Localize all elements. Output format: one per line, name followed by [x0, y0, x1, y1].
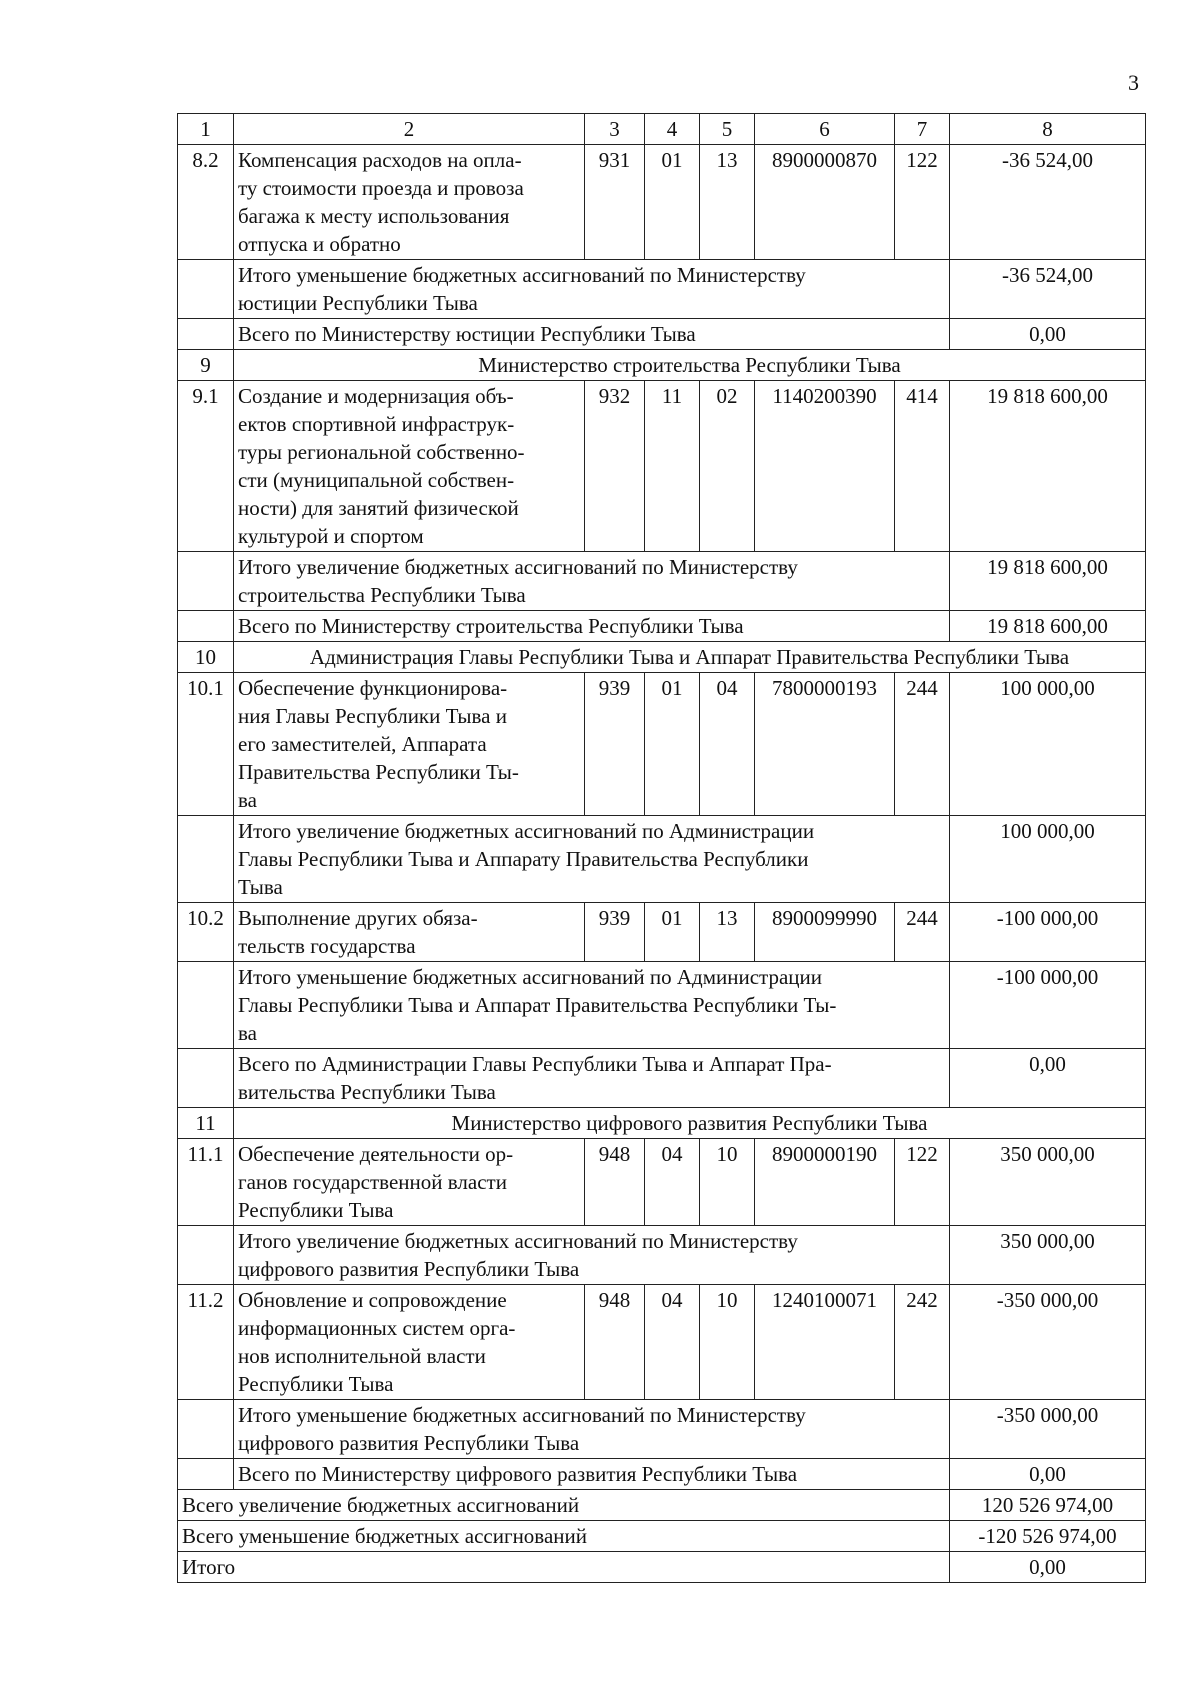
code-cell: 939: [585, 903, 645, 962]
code-cell: 01: [645, 903, 700, 962]
table-row-subtotal: [178, 816, 1146, 903]
code-cell: 244: [895, 673, 950, 816]
amount-cell: 0,00: [950, 1552, 1146, 1583]
page-number: 3: [1128, 70, 1139, 95]
amount-cell: 100 000,00: [950, 816, 1146, 903]
table-row-grand-total: [178, 1552, 1146, 1583]
table-row-subtotal: [178, 260, 1146, 319]
row-number: [178, 816, 234, 903]
table-row-subtotal: [178, 1049, 1146, 1108]
row-number: 8.2: [178, 145, 234, 260]
row-number: 11.2: [178, 1285, 234, 1400]
code-cell: 414: [895, 381, 950, 552]
row-number: [178, 1226, 234, 1285]
table-row-subtotal: [178, 962, 1146, 1049]
code-cell: 1140200390: [755, 381, 895, 552]
header-cell: 5: [700, 114, 755, 145]
item-name: Обеспечение деятельности ор- ганов государственной власти Республики Тыва: [234, 1139, 585, 1226]
header-cell: 3: [585, 114, 645, 145]
code-cell: 01: [645, 145, 700, 260]
row-number: 9: [178, 350, 234, 381]
amount-cell: 100 000,00: [950, 673, 1146, 816]
header-cell: 8: [950, 114, 1146, 145]
table-row-item: [178, 381, 1146, 552]
amount-cell: 350 000,00: [950, 1226, 1146, 1285]
code-cell: 948: [585, 1285, 645, 1400]
subtotal-label: Всего по Министерству цифрового развития Республики Тыва: [234, 1459, 950, 1490]
code-cell: 11: [645, 381, 700, 552]
amount-cell: 0,00: [950, 1459, 1146, 1490]
subtotal-label: Всего по Министерству юстиции Республики Тыва: [234, 319, 950, 350]
row-number: [178, 260, 234, 319]
table-row-subtotal: [178, 1400, 1146, 1459]
header-cell: 4: [645, 114, 700, 145]
subtotal-label: Всего по Администрации Главы Республики Тыва и Аппарат Пра- вительства Республики Тыва: [234, 1049, 950, 1108]
amount-cell: -36 524,00: [950, 145, 1146, 260]
table-row-subtotal: [178, 611, 1146, 642]
amount-cell: -100 000,00: [950, 962, 1146, 1049]
code-cell: 01: [645, 673, 700, 816]
row-number: 11.1: [178, 1139, 234, 1226]
row-number: [178, 319, 234, 350]
table-row-grand-total: [178, 1521, 1146, 1552]
amount-cell: 350 000,00: [950, 1139, 1146, 1226]
subtotal-label: Итого увеличение бюджетных ассигнований по Министерству строительства Республики Тыва: [234, 552, 950, 611]
code-cell: 122: [895, 145, 950, 260]
code-cell: 122: [895, 1139, 950, 1226]
amount-cell: 19 818 600,00: [950, 611, 1146, 642]
amount-cell: -350 000,00: [950, 1400, 1146, 1459]
table-row-subtotal: [178, 319, 1146, 350]
code-cell: 10: [700, 1285, 755, 1400]
table-row-item: [178, 1139, 1146, 1226]
amount-cell: 0,00: [950, 1049, 1146, 1108]
code-cell: 244: [895, 903, 950, 962]
code-cell: 948: [585, 1139, 645, 1226]
amount-cell: -120 526 974,00: [950, 1521, 1146, 1552]
table-body: [178, 114, 1146, 1583]
item-name: Создание и модернизация объ- ектов спортивной инфраструк- туры региональной собственно- сти (муниципальной собствен- ности) для занятий физической культурой и спортом: [234, 381, 585, 552]
row-number: 11: [178, 1108, 234, 1139]
code-cell: 1240100071: [755, 1285, 895, 1400]
amount-cell: -36 524,00: [950, 260, 1146, 319]
item-name: Обновление и сопровождение информационных систем орга- нов исполнительной власти Республики Тыва: [234, 1285, 585, 1400]
grand-total-label: Всего увеличение бюджетных ассигнований: [178, 1490, 950, 1521]
subtotal-label: Итого уменьшение бюджетных ассигнований по Министерству цифрового развития Республики Тыва: [234, 1400, 950, 1459]
item-name: Компенсация расходов на опла- ту стоимости проезда и провоза багажа к месту использования отпуска и обратно: [234, 145, 585, 260]
subtotal-label: Итого увеличение бюджетных ассигнований по Министерству цифрового развития Республики Тыва: [234, 1226, 950, 1285]
row-number: 10.2: [178, 903, 234, 962]
code-cell: 04: [700, 673, 755, 816]
amount-cell: 120 526 974,00: [950, 1490, 1146, 1521]
department-title: Министерство цифрового развития Республики Тыва: [234, 1108, 1146, 1139]
row-number: 9.1: [178, 381, 234, 552]
table-row-subtotal: [178, 552, 1146, 611]
amount-cell: 19 818 600,00: [950, 381, 1146, 552]
table-row-subtotal: [178, 1459, 1146, 1490]
row-number: 10: [178, 642, 234, 673]
table-row-item: [178, 673, 1146, 816]
department-title: Министерство строительства Республики Тыва: [234, 350, 1146, 381]
grand-total-label: Всего уменьшение бюджетных ассигнований: [178, 1521, 950, 1552]
table-row-subtotal: [178, 1226, 1146, 1285]
code-cell: 242: [895, 1285, 950, 1400]
amount-cell: -100 000,00: [950, 903, 1146, 962]
code-cell: 04: [645, 1139, 700, 1226]
table-row-item: [178, 903, 1146, 962]
code-cell: 939: [585, 673, 645, 816]
header-cell: 1: [178, 114, 234, 145]
amount-cell: 19 818 600,00: [950, 552, 1146, 611]
row-number: [178, 1459, 234, 1490]
table-row-department: [178, 350, 1146, 381]
table-row-item: [178, 145, 1146, 260]
code-cell: 10: [700, 1139, 755, 1226]
subtotal-label: Итого уменьшение бюджетных ассигнований по Администрации Главы Республики Тыва и Аппарат Правительства Республики Ты- ва: [234, 962, 950, 1049]
code-cell: 8900000870: [755, 145, 895, 260]
budget-table: [177, 113, 1146, 1583]
header-cell: 2: [234, 114, 585, 145]
subtotal-label: Итого увеличение бюджетных ассигнований по Администрации Главы Республики Тыва и Аппарату Правительства Республики Тыва: [234, 816, 950, 903]
row-number: [178, 1400, 234, 1459]
row-number: [178, 552, 234, 611]
code-cell: 932: [585, 381, 645, 552]
code-cell: 8900000190: [755, 1139, 895, 1226]
subtotal-label: Всего по Министерству строительства Республики Тыва: [234, 611, 950, 642]
amount-cell: -350 000,00: [950, 1285, 1146, 1400]
row-number: [178, 962, 234, 1049]
code-cell: 931: [585, 145, 645, 260]
amount-cell: 0,00: [950, 319, 1146, 350]
header-cell: 6: [755, 114, 895, 145]
table-row-department: [178, 642, 1146, 673]
table-header-row: [178, 114, 1146, 145]
table-row-grand-total: [178, 1490, 1146, 1521]
item-name: Обеспечение функционирова- ния Главы Республики Тыва и его заместителей, Аппарата Правительства Республики Ты- ва: [234, 673, 585, 816]
code-cell: 7800000193: [755, 673, 895, 816]
code-cell: 8900099990: [755, 903, 895, 962]
department-title: Администрация Главы Республики Тыва и Аппарат Правительства Республики Тыва: [234, 642, 1146, 673]
row-number: [178, 611, 234, 642]
item-name: Выполнение других обяза- тельств государства: [234, 903, 585, 962]
header-cell: 7: [895, 114, 950, 145]
grand-total-label: Итого: [178, 1552, 950, 1583]
code-cell: 13: [700, 903, 755, 962]
subtotal-label: Итого уменьшение бюджетных ассигнований по Министерству юстиции Республики Тыва: [234, 260, 950, 319]
code-cell: 13: [700, 145, 755, 260]
table-row-item: [178, 1285, 1146, 1400]
code-cell: 02: [700, 381, 755, 552]
table-row-department: [178, 1108, 1146, 1139]
row-number: 10.1: [178, 673, 234, 816]
row-number: [178, 1049, 234, 1108]
code-cell: 04: [645, 1285, 700, 1400]
